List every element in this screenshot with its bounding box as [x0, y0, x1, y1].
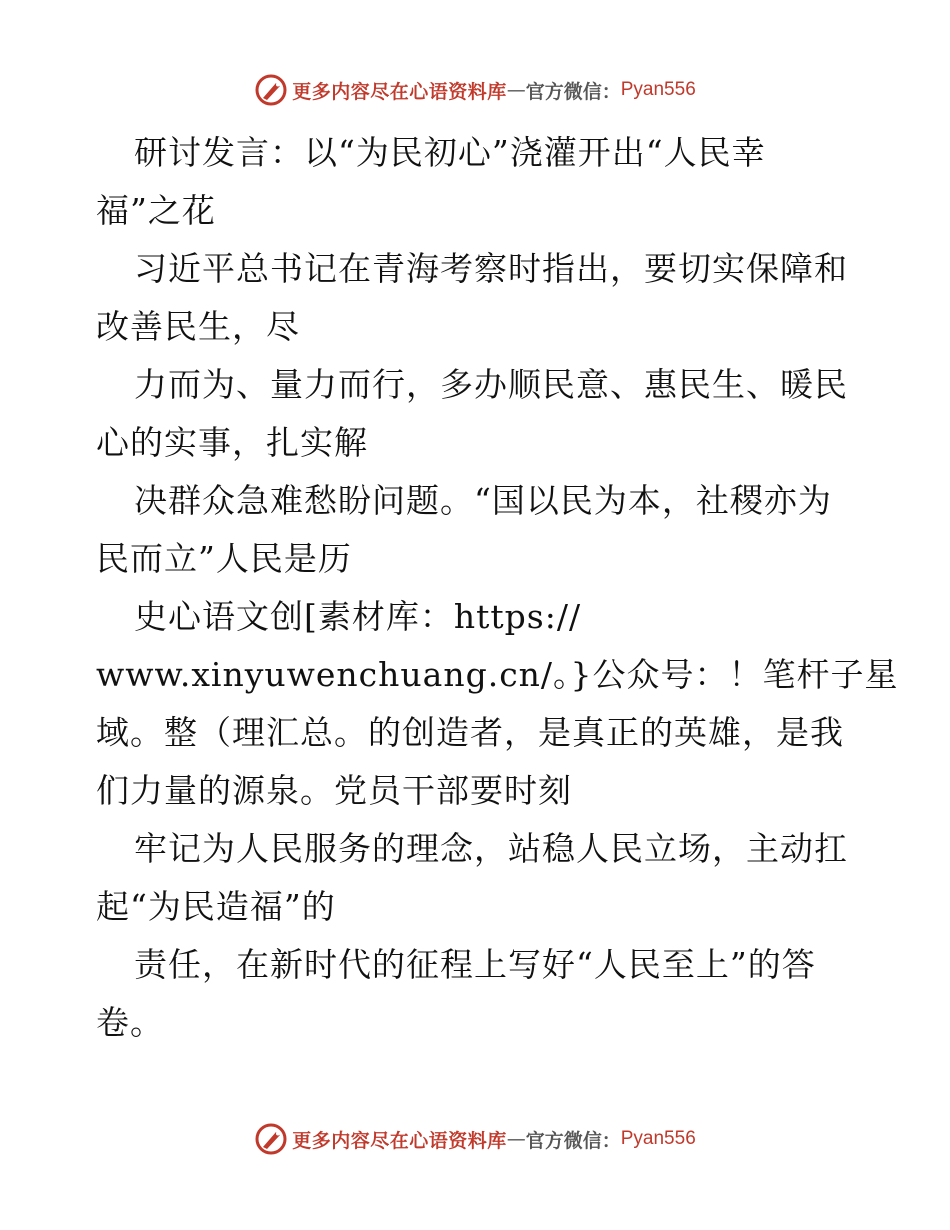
footer-slogan: 更多内容尽在心语资料库 [292, 1129, 507, 1152]
body-line: 习近平总书记在青海考察时指出，要切实保障和 [134, 249, 848, 288]
footer-wechat-label: 官方微信： [525, 1129, 621, 1152]
body-line: 决群众急难愁盼问题。“国以民为本，社稷亦为 [134, 481, 832, 520]
body-line: 史心语文创[素材库：https:// [134, 597, 582, 636]
body-line: 研讨发言：以“为民初心”浇灌开出“人民幸 [134, 133, 766, 172]
body-line: 民而立”人民是历 [96, 539, 352, 578]
footer-separator: — [506, 1128, 526, 1150]
body-line: 起“为民造福”的 [96, 887, 336, 926]
body-line: 心的实事，扎实解 [96, 423, 368, 462]
body-line: 们力量的源泉。党员干部要时刻 [96, 771, 572, 810]
header-banner [0, 72, 950, 108]
body-line: 责任，在新时代的征程上写好“人民至上”的答 [134, 945, 816, 984]
footer-wechat-id: Pyan556 [620, 1128, 696, 1149]
body-line: 力而为、量力而行，多办顺民意、惠民生、暖民 [134, 365, 848, 404]
pen-logo-icon [254, 73, 288, 107]
header-wechat-label: 官方微信： [525, 80, 621, 103]
body-line: 牢记为人民服务的理念，站稳人民立场，主动扛 [134, 829, 848, 868]
body-line: 改善民生，尽 [96, 307, 300, 346]
header-slogan: 更多内容尽在心语资料库 [292, 80, 507, 103]
document-body [96, 124, 899, 1052]
body-line: 福”之花 [96, 191, 216, 230]
body-line: 域。整（理汇总。的创造者，是真正的英雄，是我 [96, 713, 844, 752]
body-line: www.xinyuwenchuang.cn/。}公众号：！笔杆子星 [96, 655, 899, 694]
footer-banner [0, 1121, 950, 1157]
pen-logo-icon [254, 1122, 288, 1156]
header-separator: — [506, 79, 526, 101]
header-wechat-id: Pyan556 [620, 79, 696, 100]
body-line: 卷。 [96, 1003, 164, 1042]
